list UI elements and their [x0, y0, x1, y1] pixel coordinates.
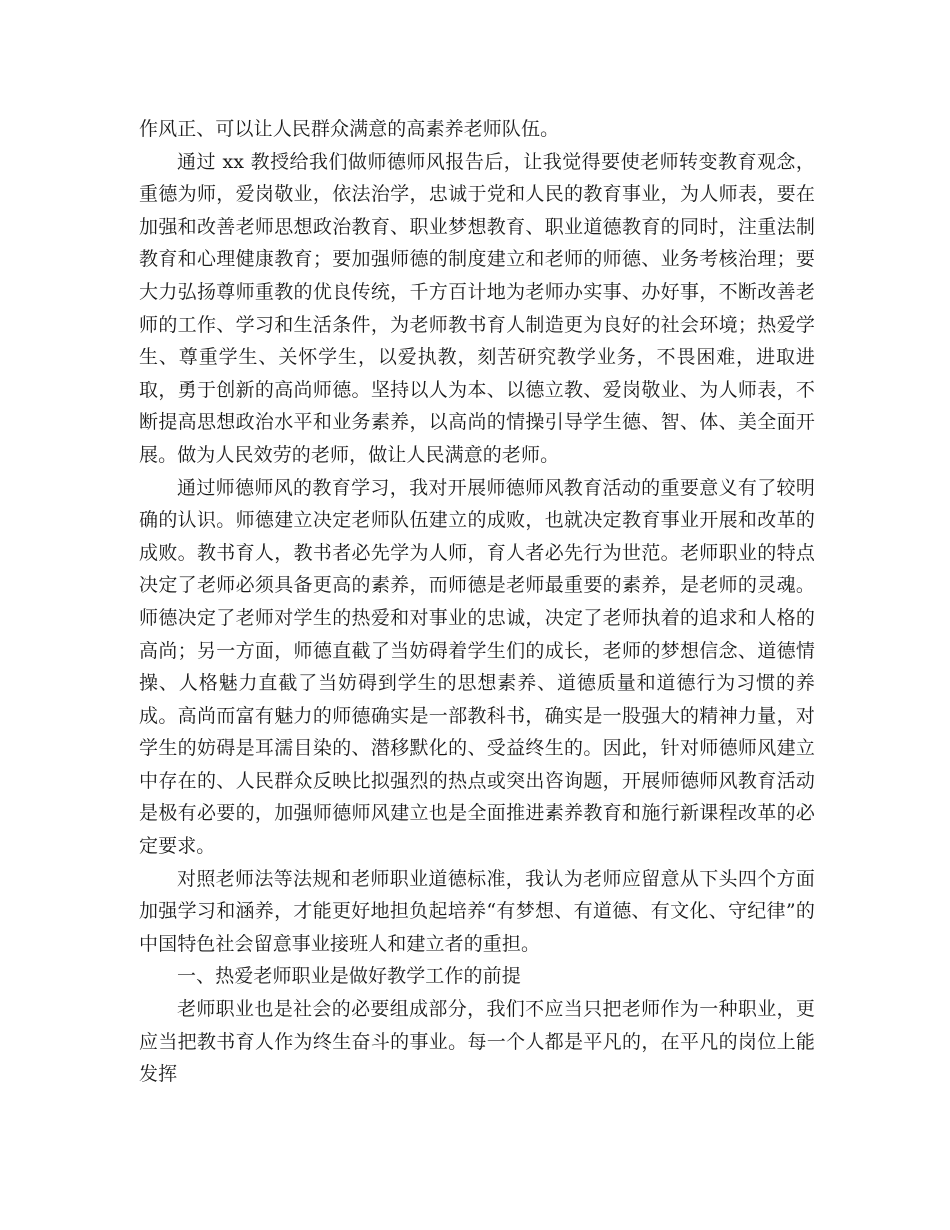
- paragraph-2: 通过 xx 教授给我们做师德师风报告后，让我觉得要使老师转变教育观念，重德为师，爱岗敬业，依法治学，忠诚于党和人民的教育事业，为人师表，要在加强和改善老师思想政治教育、职业梦想教育、职业道德教育的同时，注重法制教育和心理健康教育；要加强师德的制度建立和老师的师德、业务考核治理；要大力弘扬尊师重教的优良传统，千方百计地为老师办实事、办好事，不断改善老师的工作、学习和生活条件，为老师教书育人制造更为良好的社会环境；热爱学生、尊重学生、关怀学生，以爱执教，刻苦研究教学业务，不畏困难，进取进取，勇于创新的高尚师德。坚持以人为本、以德立教、爱岗敬业、为人师表，不断提高思想政治水平和业务素养，以高尚的情操引导学生德、智、体、美全面开展。做为人民效劳的老师，做让人民满意的老师。: [139, 150, 815, 466]
- document-body: [139, 113, 815, 1091]
- paragraph-3: 通过师德师风的教育学习，我对开展师德师风教育活动的重要意义有了较明确的认识。师德建立决定老师队伍建立的成败，也就决定教育事业开展和改革的成败。教书育人，教书者必先学为人师，育人者必先行为世范。老师职业的特点决定了老师必须具备更高的素养，而师德是老师最重要的素养，是老师的灵魂。师德决定了老师对学生的热爱和对事业的忠诚，决定了老师执着的追求和人格的高尚；另一方面，师德直截了当妨碍着学生们的成长，老师的梦想信念、道德情操、人格魅力直截了当妨碍到学生的思想素养、道德质量和道德行为习惯的养成。高尚而富有魅力的师德确实是一部教科书，确实是一股强大的精神力量，对学生的妨碍是耳濡目染的、潜移默化的、受益终生的。因此，针对师德师风建立中存在的、人民群众反映比拟强烈的热点或突出咨询题，开展师德师风教育活动是极有必要的，加强师德师风建立也是全面推进素养教育和施行新课程改革的必定要求。: [139, 476, 815, 858]
- paragraph-5: 老师职业也是社会的必要组成部分，我们不应当只把老师作为一种职业，更应当把教书育人作为终生奋斗的事业。每一个人都是平凡的，在平凡的岗位上能发挥: [139, 998, 815, 1086]
- section-heading-1: 一、热爱老师职业是做好教学工作的前提: [177, 965, 521, 988]
- paragraph-4: 对照老师法等法规和老师职业道德标准，我认为老师应留意从下头四个方面加强学习和涵养，才能更好地担负起培养“有梦想、有道德、有文化、守纪律”的中国特色社会留意事业接班人和建立者的重担。: [139, 867, 815, 955]
- paragraph-1: 作风正、可以让人民群众满意的高素养老师队伍。: [139, 118, 560, 140]
